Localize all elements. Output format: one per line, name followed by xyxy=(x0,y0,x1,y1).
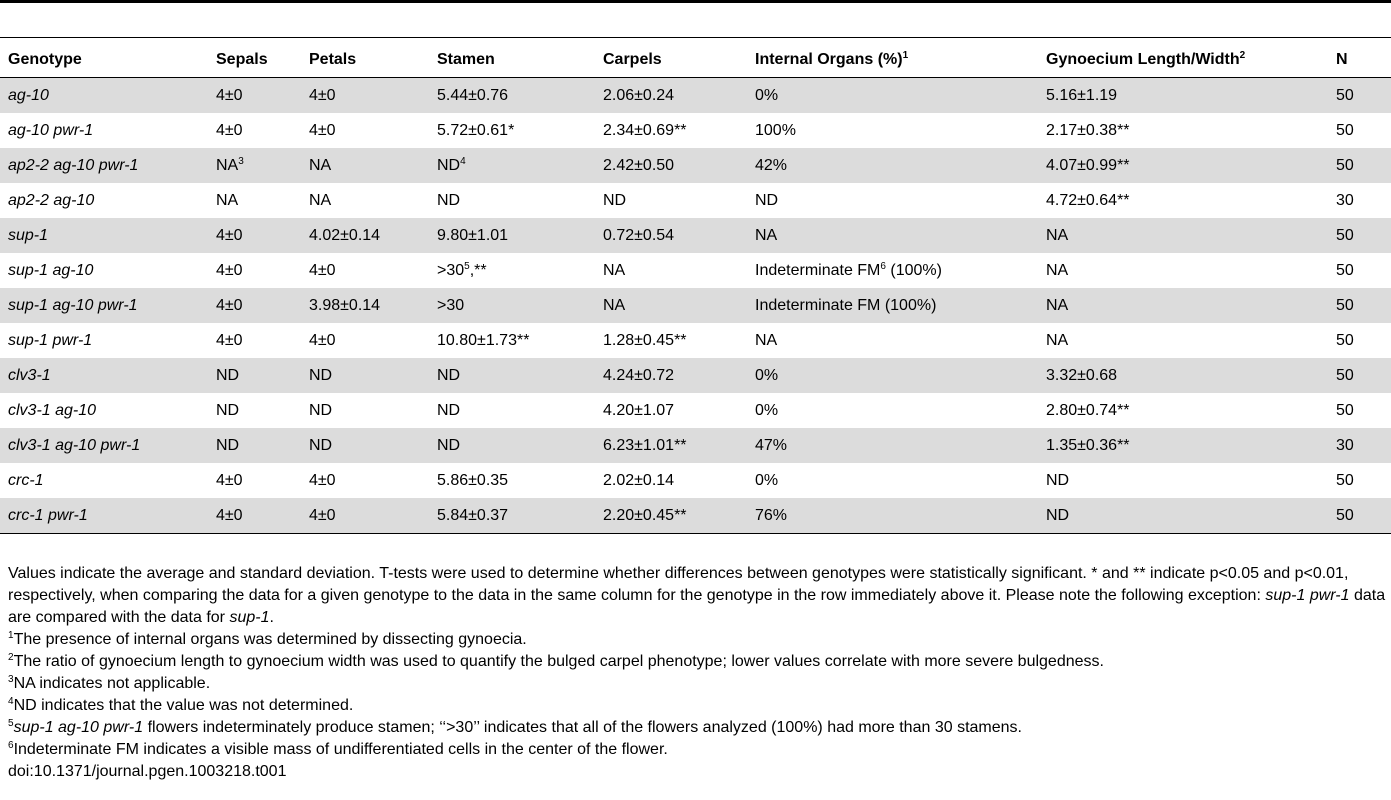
cell-value: 10.80±1.73** xyxy=(437,331,530,349)
cell-gynoecium xyxy=(1038,253,1328,288)
cell-value: ND xyxy=(437,156,461,174)
footnote-mark: 4 xyxy=(460,155,466,167)
cell-value: NA xyxy=(1046,331,1069,349)
cell-value: ND xyxy=(437,401,461,419)
cell-stamen xyxy=(429,288,595,323)
table-row xyxy=(0,218,1391,253)
cell-value: NA xyxy=(1046,226,1069,244)
cell-stamen xyxy=(429,253,595,288)
cell-value: >30 xyxy=(437,261,465,279)
cell-value: 6.23±1.01** xyxy=(603,436,687,454)
column-header xyxy=(0,42,208,78)
cell-value: NA xyxy=(309,191,332,209)
cell-value: 4±0 xyxy=(309,121,336,139)
cell-carpels xyxy=(595,218,747,253)
cell-n xyxy=(1328,358,1391,393)
cell-value: ND xyxy=(437,366,461,384)
cell-internal xyxy=(747,183,1038,218)
cell-value: 0% xyxy=(755,471,779,489)
cell-value: 30 xyxy=(1336,436,1354,454)
cell-value: NA xyxy=(755,331,778,349)
cell-value: 3.32±0.68 xyxy=(1046,366,1118,384)
cell-value: 5.84±0.37 xyxy=(437,506,509,524)
cell-value: 4±0 xyxy=(216,296,243,314)
cell-n xyxy=(1328,498,1391,534)
cell-value: 4±0 xyxy=(216,121,243,139)
cell-value: 4±0 xyxy=(309,506,336,524)
column-header-label: Petals xyxy=(309,50,357,68)
cell-sepals xyxy=(208,218,301,253)
cell-value: 4±0 xyxy=(216,506,243,524)
cell-petals xyxy=(301,323,429,358)
cell-carpels xyxy=(595,113,747,148)
cell-value: 2.42±0.50 xyxy=(603,156,675,174)
cell-value: 30 xyxy=(1336,191,1354,209)
footnote xyxy=(8,651,1391,673)
cell-sepals xyxy=(208,323,301,358)
cell-value: 4.72±0.64** xyxy=(1046,191,1130,209)
footnote-number: 1 xyxy=(8,630,14,641)
cell-value: Indeterminate FM xyxy=(755,261,881,279)
cell-value: 50 xyxy=(1336,86,1354,104)
footnote-list xyxy=(8,629,1391,761)
cell-value: 4±0 xyxy=(309,331,336,349)
cell-value: ND xyxy=(216,436,240,454)
table-row xyxy=(0,358,1391,393)
cell-stamen xyxy=(429,393,595,428)
cell-sepals xyxy=(208,148,301,183)
cell-n xyxy=(1328,463,1391,498)
cell-petals xyxy=(301,393,429,428)
column-header-label: Sepals xyxy=(216,50,268,68)
cell-genotype xyxy=(0,463,208,498)
cell-gynoecium xyxy=(1038,113,1328,148)
table-row xyxy=(0,78,1391,114)
table-row xyxy=(0,253,1391,288)
cell-value: 42% xyxy=(755,156,788,174)
cell-value: crc-1 pwr-1 xyxy=(8,506,88,524)
cell-n xyxy=(1328,78,1391,114)
table-row xyxy=(0,463,1391,498)
cell-internal xyxy=(747,288,1038,323)
cell-value: ND xyxy=(437,191,461,209)
cell-carpels xyxy=(595,428,747,463)
cell-value: ap2-2 ag-10 xyxy=(8,191,95,209)
cell-value: 50 xyxy=(1336,226,1354,244)
cell-petals xyxy=(301,183,429,218)
cell-value: 9.80±1.01 xyxy=(437,226,509,244)
table-row xyxy=(0,183,1391,218)
footnote-text: ND indicates that the value was not determined. xyxy=(13,697,354,714)
cell-n xyxy=(1328,253,1391,288)
cell-carpels xyxy=(595,358,747,393)
cell-value: 3.98±0.14 xyxy=(309,296,381,314)
cell-genotype xyxy=(0,428,208,463)
cell-value: ND xyxy=(755,191,779,209)
cell-value: ND xyxy=(603,191,627,209)
cell-petals xyxy=(301,498,429,534)
table-row xyxy=(0,428,1391,463)
cell-value: 4.20±1.07 xyxy=(603,401,675,419)
cell-value: 4±0 xyxy=(309,261,336,279)
table-body xyxy=(0,78,1391,534)
cell-value: ND xyxy=(309,366,333,384)
cell-value: 0.72±0.54 xyxy=(603,226,675,244)
cell-value: ND xyxy=(216,401,240,419)
cell-value: NA xyxy=(603,296,626,314)
cell-genotype xyxy=(0,393,208,428)
cell-value: 4±0 xyxy=(216,471,243,489)
cell-value: 4±0 xyxy=(216,331,243,349)
cell-gynoecium xyxy=(1038,428,1328,463)
cell-value: sup-1 xyxy=(8,226,49,244)
footnote-text: The ratio of gynoecium length to gynoecium width was used to quantify the bulged carpel phenotype; lower values correlate with more severe bulgedness. xyxy=(13,653,1104,670)
footnote xyxy=(8,673,1391,695)
footnote-text: The presence of internal organs was determined by dissecting gynoecia. xyxy=(13,631,527,648)
cell-value: ap2-2 ag-10 pwr-1 xyxy=(8,156,139,174)
footnote-number: 5 xyxy=(8,718,14,729)
cell-value: 5.16±1.19 xyxy=(1046,86,1118,104)
cell-stamen xyxy=(429,498,595,534)
cell-sepals xyxy=(208,78,301,114)
doi: doi:10.1371/journal.pgen.1003218.t001 xyxy=(8,763,287,780)
cell-value: NA xyxy=(309,156,332,174)
cell-value: 5.44±0.76 xyxy=(437,86,509,104)
cell-value: 50 xyxy=(1336,296,1354,314)
column-header-label: Internal Organs (%) xyxy=(755,50,903,68)
cell-sepals xyxy=(208,113,301,148)
footnote-mark: 5 xyxy=(464,260,470,272)
cell-value: 4±0 xyxy=(309,471,336,489)
cell-internal xyxy=(747,393,1038,428)
footnote xyxy=(8,739,1391,761)
cell-carpels xyxy=(595,323,747,358)
footnote-mark: 2 xyxy=(1239,49,1246,61)
column-header xyxy=(1038,42,1328,78)
footnote-mark: 6 xyxy=(880,260,886,272)
cell-carpels xyxy=(595,148,747,183)
cell-gynoecium xyxy=(1038,183,1328,218)
cell-value: 50 xyxy=(1336,121,1354,139)
footnote-number: 3 xyxy=(8,674,14,685)
data-table xyxy=(0,42,1391,534)
cell-value: 4.07±0.99** xyxy=(1046,156,1130,174)
cell-value: 50 xyxy=(1336,506,1354,524)
cell-genotype xyxy=(0,113,208,148)
cell-value: 2.02±0.14 xyxy=(603,471,675,489)
footnote-number: 4 xyxy=(8,696,14,707)
cell-sepals xyxy=(208,428,301,463)
cell-n xyxy=(1328,148,1391,183)
cell-value: 0% xyxy=(755,401,779,419)
cell-carpels xyxy=(595,78,747,114)
cell-stamen xyxy=(429,428,595,463)
cell-value: clv3-1 xyxy=(8,366,51,384)
cell-gynoecium xyxy=(1038,78,1328,114)
cell-carpels xyxy=(595,393,747,428)
cell-petals xyxy=(301,428,429,463)
cell-value: Indeterminate FM (100%) xyxy=(755,296,937,314)
footnote-main: Values indicate the average and standard deviation. T-tests were used to determine whether differences between genotypes were statistically significant. * and ** indicate p<0.05 and p<0.01, respectively, when comparing the data for a given genotype to the data in the same column for the genotype in the row immediately above it. Please note the following exception: sup-1 pwr-1 data are compared with the data for sup-1. xyxy=(8,565,1386,626)
cell-value: >30 xyxy=(437,296,465,314)
cell-value: 2.06±0.24 xyxy=(603,86,675,104)
cell-value: 4.24±0.72 xyxy=(603,366,675,384)
footnote-text: NA indicates not applicable. xyxy=(13,675,211,692)
cell-value: 4.02±0.14 xyxy=(309,226,381,244)
cell-gynoecium xyxy=(1038,148,1328,183)
cell-value: ag-10 pwr-1 xyxy=(8,121,94,139)
cell-value: 2.80±0.74** xyxy=(1046,401,1130,419)
footnote-genotype: sup-1 ag-10 pwr-1 xyxy=(13,719,144,736)
cell-n xyxy=(1328,393,1391,428)
cell-gynoecium xyxy=(1038,463,1328,498)
cell-gynoecium xyxy=(1038,393,1328,428)
cell-value: ND xyxy=(216,366,240,384)
cell-value: ND xyxy=(309,401,333,419)
column-header xyxy=(595,42,747,78)
cell-value: ND xyxy=(1046,471,1070,489)
column-header-label: Stamen xyxy=(437,50,495,68)
cell-sepals xyxy=(208,183,301,218)
cell-carpels xyxy=(595,463,747,498)
cell-carpels xyxy=(595,253,747,288)
cell-value: 50 xyxy=(1336,401,1354,419)
cell-value: ND xyxy=(1046,506,1070,524)
footnote-text: flowers indeterminately produce stamen; ‘‘>30’’ indicates that all of the flowers analyzed (100%) had more than 30 stamens. xyxy=(143,719,1022,736)
cell-value: 1.35±0.36** xyxy=(1046,436,1130,454)
column-header xyxy=(208,42,301,78)
cell-value: 50 xyxy=(1336,261,1354,279)
cell-value: clv3-1 ag-10 xyxy=(8,401,97,419)
cell-value: 50 xyxy=(1336,156,1354,174)
footnote xyxy=(8,717,1391,739)
cell-stamen xyxy=(429,358,595,393)
column-header-label: N xyxy=(1336,50,1348,68)
cell-internal xyxy=(747,148,1038,183)
cell-value: 2.17±0.38** xyxy=(1046,121,1130,139)
footnote xyxy=(8,695,1391,717)
cell-n xyxy=(1328,288,1391,323)
cell-stamen xyxy=(429,113,595,148)
cell-stamen xyxy=(429,323,595,358)
cell-genotype xyxy=(0,148,208,183)
cell-suffix: (100%) xyxy=(885,261,942,279)
cell-value: 50 xyxy=(1336,366,1354,384)
cell-stamen xyxy=(429,218,595,253)
cell-genotype xyxy=(0,288,208,323)
cell-gynoecium xyxy=(1038,358,1328,393)
column-header-label: Genotype xyxy=(8,50,82,68)
cell-value: NA xyxy=(216,191,239,209)
footnote-number: 2 xyxy=(8,652,14,663)
cell-internal xyxy=(747,218,1038,253)
cell-stamen xyxy=(429,148,595,183)
cell-genotype xyxy=(0,78,208,114)
cell-value: 5.86±0.35 xyxy=(437,471,509,489)
table-row xyxy=(0,113,1391,148)
caption-rule xyxy=(0,37,1391,38)
cell-genotype xyxy=(0,498,208,534)
column-header xyxy=(747,42,1038,78)
cell-internal xyxy=(747,253,1038,288)
cell-n xyxy=(1328,218,1391,253)
cell-genotype xyxy=(0,323,208,358)
cell-value: NA xyxy=(1046,261,1069,279)
cell-value: 76% xyxy=(755,506,788,524)
cell-internal xyxy=(747,358,1038,393)
cell-value: ND xyxy=(309,436,333,454)
cell-carpels xyxy=(595,498,747,534)
table-row xyxy=(0,148,1391,183)
cell-sepals xyxy=(208,393,301,428)
cell-internal xyxy=(747,463,1038,498)
cell-carpels xyxy=(595,183,747,218)
cell-petals xyxy=(301,78,429,114)
cell-value: 0% xyxy=(755,86,779,104)
cell-petals xyxy=(301,113,429,148)
cell-sepals xyxy=(208,498,301,534)
cell-suffix: ,** xyxy=(469,261,487,279)
cell-n xyxy=(1328,428,1391,463)
cell-value: 5.72±0.61* xyxy=(437,121,515,139)
cell-value: 100% xyxy=(755,121,796,139)
cell-stamen xyxy=(429,463,595,498)
cell-internal xyxy=(747,428,1038,463)
cell-value: 1.28±0.45** xyxy=(603,331,687,349)
footnote-text: Indeterminate FM indicates a visible mass of undifferentiated cells in the center of the flower. xyxy=(13,741,668,758)
cell-genotype xyxy=(0,183,208,218)
cell-gynoecium xyxy=(1038,218,1328,253)
footnote-number: 6 xyxy=(8,740,14,751)
column-header-label: Carpels xyxy=(603,50,662,68)
cell-n xyxy=(1328,183,1391,218)
cell-gynoecium xyxy=(1038,498,1328,534)
cell-petals xyxy=(301,288,429,323)
cell-value: 4±0 xyxy=(309,86,336,104)
cell-sepals xyxy=(208,288,301,323)
cell-petals xyxy=(301,218,429,253)
cell-genotype xyxy=(0,218,208,253)
cell-n xyxy=(1328,323,1391,358)
cell-genotype xyxy=(0,358,208,393)
cell-value: 2.34±0.69** xyxy=(603,121,687,139)
cell-value: 47% xyxy=(755,436,788,454)
table-row xyxy=(0,323,1391,358)
cell-internal xyxy=(747,323,1038,358)
cell-stamen xyxy=(429,183,595,218)
cell-value: NA xyxy=(216,156,239,174)
cell-value: 4±0 xyxy=(216,86,243,104)
table-footnotes xyxy=(8,563,1391,783)
cell-gynoecium xyxy=(1038,323,1328,358)
cell-value: ag-10 xyxy=(8,86,49,104)
footnote xyxy=(8,629,1391,651)
cell-value: NA xyxy=(603,261,626,279)
cell-value: sup-1 ag-10 xyxy=(8,261,94,279)
table-header-row xyxy=(0,42,1391,78)
cell-gynoecium xyxy=(1038,288,1328,323)
cell-sepals xyxy=(208,253,301,288)
cell-value: 4±0 xyxy=(216,226,243,244)
top-rule xyxy=(0,0,1391,3)
cell-value: ND xyxy=(437,436,461,454)
cell-value: clv3-1 ag-10 pwr-1 xyxy=(8,436,141,454)
column-header xyxy=(429,42,595,78)
cell-carpels xyxy=(595,288,747,323)
cell-petals xyxy=(301,463,429,498)
cell-value: 0% xyxy=(755,366,779,384)
column-header xyxy=(1328,42,1391,78)
cell-n xyxy=(1328,113,1391,148)
cell-value: sup-1 ag-10 pwr-1 xyxy=(8,296,138,314)
cell-value: crc-1 xyxy=(8,471,44,489)
table-row xyxy=(0,288,1391,323)
cell-value: 2.20±0.45** xyxy=(603,506,687,524)
cell-petals xyxy=(301,148,429,183)
cell-value: sup-1 pwr-1 xyxy=(8,331,93,349)
column-header-label: Gynoecium Length/Width xyxy=(1046,50,1240,68)
cell-value: 50 xyxy=(1336,471,1354,489)
cell-internal xyxy=(747,113,1038,148)
cell-sepals xyxy=(208,358,301,393)
cell-petals xyxy=(301,253,429,288)
table-row xyxy=(0,498,1391,534)
cell-sepals xyxy=(208,463,301,498)
cell-internal xyxy=(747,498,1038,534)
table-row xyxy=(0,393,1391,428)
cell-value: NA xyxy=(755,226,778,244)
footnote-mark: 1 xyxy=(902,49,909,61)
footnote-mark: 3 xyxy=(238,155,244,167)
cell-value: 4±0 xyxy=(216,261,243,279)
cell-value: 50 xyxy=(1336,331,1354,349)
cell-genotype xyxy=(0,253,208,288)
cell-internal xyxy=(747,78,1038,114)
cell-value: NA xyxy=(1046,296,1069,314)
column-header xyxy=(301,42,429,78)
cell-petals xyxy=(301,358,429,393)
cell-stamen xyxy=(429,78,595,114)
